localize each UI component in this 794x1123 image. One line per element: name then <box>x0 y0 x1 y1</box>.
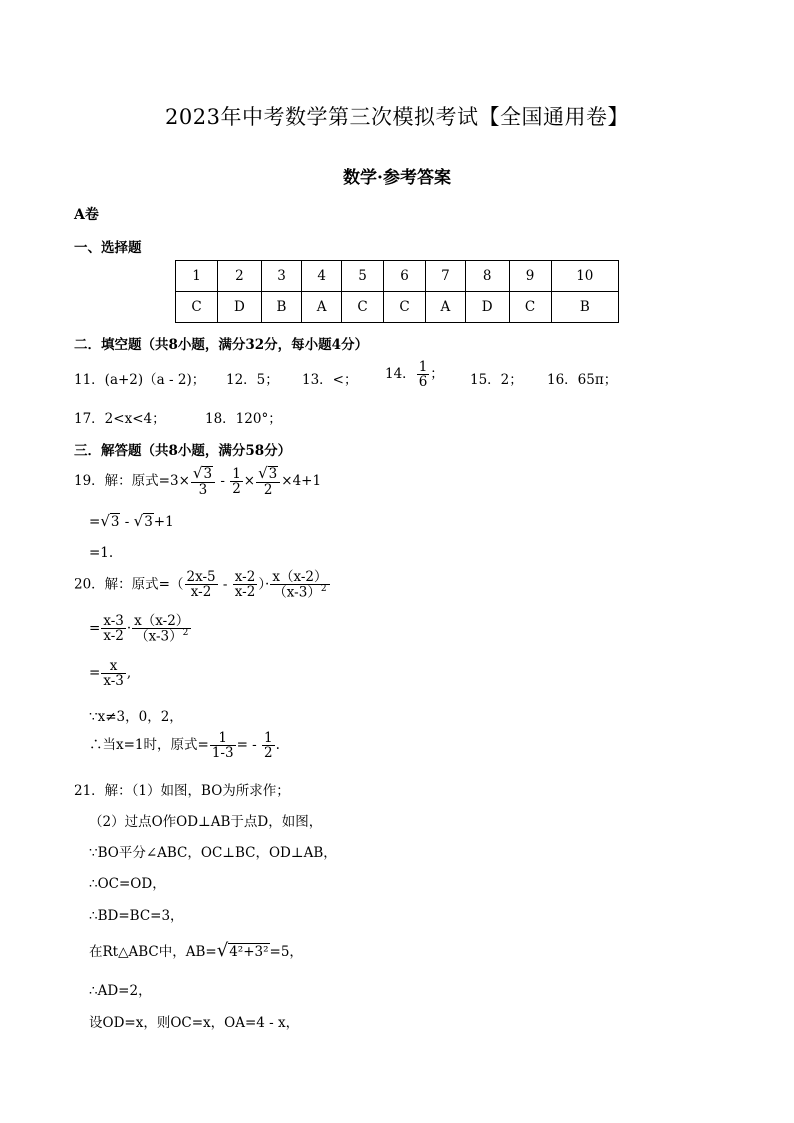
q19-line1 <box>74 466 321 497</box>
fraction-denominator: 2 <box>264 745 273 762</box>
answer-cell: D <box>465 292 509 323</box>
equals-sign: = <box>89 665 101 682</box>
answer-18: 18．120°； <box>205 411 282 427</box>
equals-negative: = - <box>236 737 262 754</box>
q21-line6-pre: 在Rt△ABC中，AB= <box>89 944 217 960</box>
denominator-base: （x-3） <box>135 628 183 645</box>
answer-cell: A <box>302 292 342 323</box>
fraction <box>256 466 280 497</box>
sqrt-icon: √ <box>258 464 268 482</box>
radicand: 4²+3² <box>229 944 269 960</box>
question-number: 10 <box>551 261 618 292</box>
answer-17: 17．2<x<4； <box>74 411 166 427</box>
question-number: 1 <box>176 261 218 292</box>
minus-sign: - <box>218 576 232 593</box>
dot-sign: · <box>126 620 132 637</box>
fraction-numerator: 1 <box>210 731 236 746</box>
q20-line2 <box>89 614 192 644</box>
answer-cell: A <box>426 292 466 323</box>
question-number: 5 <box>342 261 384 292</box>
equals-sign: = <box>89 620 101 637</box>
period: . <box>275 737 280 754</box>
comma: , <box>126 665 132 682</box>
fraction-numerator: 2x-5 <box>186 569 216 586</box>
question-number: 6 <box>384 261 426 292</box>
fraction-denominator: x-2 <box>190 584 212 601</box>
fraction-numerator: 1 <box>232 465 241 482</box>
q20-line1 <box>74 570 331 600</box>
fraction-denominator: x-2 <box>234 584 256 601</box>
q21-line1: 21．解：（1）如图，BO为所求作； <box>74 783 290 799</box>
page-title: 2023年中考数学第三次模拟考试【全国通用卷】 <box>165 105 629 129</box>
denominator-base: （x-3） <box>273 584 321 601</box>
answer-cell: C <box>342 292 384 323</box>
answer-cell: B <box>261 292 301 323</box>
fraction <box>185 570 218 599</box>
question-number: 2 <box>218 261 262 292</box>
page-subtitle: 数学·参考答案 <box>343 168 451 188</box>
answer-cell: C <box>384 292 426 323</box>
fraction-denominator: 2 <box>263 481 273 498</box>
q21-line6-post: =5， <box>269 944 303 960</box>
minus-sign: - <box>120 514 134 530</box>
fraction-numerator: 1 <box>418 359 428 375</box>
answer-16: 16．65π； <box>547 372 618 388</box>
question-number: 7 <box>426 261 466 292</box>
fraction-numerator: x（x-2） <box>272 569 328 585</box>
fraction-denominator: 6 <box>418 374 428 391</box>
fraction-numerator: 1 <box>264 730 273 746</box>
q21-line8: 设OD=x，则OC=x，OA=4 - x， <box>89 1015 300 1031</box>
fraction-denominator: 2 <box>232 480 241 497</box>
sqrt-icon: √ <box>192 464 203 482</box>
section1-title: 一、选择题 <box>74 240 142 256</box>
answer-cell: B <box>551 292 618 323</box>
fraction-denominator: x-3 <box>103 673 124 690</box>
question-number: 3 <box>261 261 301 292</box>
fraction-numerator: x <box>101 659 126 674</box>
fraction <box>233 570 258 599</box>
fraction-denominator <box>270 585 329 600</box>
fraction-denominator: 1-3 <box>211 745 234 762</box>
answer-table-answer-row <box>176 292 619 323</box>
fraction-numerator <box>191 466 215 483</box>
section3-title: 三．解答题（共8小题，满分58分） <box>74 443 292 459</box>
minus-sign: - <box>216 472 230 489</box>
fraction-denominator: x-2 <box>103 628 124 645</box>
answer-table <box>175 260 619 323</box>
answer-13: 13．<； <box>302 372 358 388</box>
fraction <box>262 731 275 760</box>
radicand: 3 <box>203 466 213 482</box>
fraction <box>270 570 329 600</box>
fraction-numerator <box>256 466 280 483</box>
answer-cell: D <box>218 292 262 323</box>
q21-line5: ∴BD=BC=3， <box>89 908 184 924</box>
answer-cell: C <box>509 292 551 323</box>
answer-14 <box>385 360 444 389</box>
radicand: 3 <box>268 466 278 482</box>
q21-line7: ∴AD=2， <box>89 983 152 999</box>
radicand: 3 <box>144 514 153 530</box>
q19-line3: =1. <box>89 545 114 561</box>
sqrt-icon: √ <box>216 940 229 961</box>
fraction-denominator: 3 <box>198 481 208 498</box>
fraction <box>132 614 191 644</box>
times-sign: × <box>243 472 256 489</box>
q19-line2-tail: +1 <box>153 514 174 530</box>
question-number: 9 <box>509 261 551 292</box>
fraction <box>417 360 430 389</box>
answer-cell: C <box>176 292 218 323</box>
q20-line3 <box>89 659 131 688</box>
answer-12: 12．5； <box>226 372 279 388</box>
question-number: 4 <box>302 261 342 292</box>
close-dot: ）· <box>258 576 270 593</box>
answer-14-prefix: 14． <box>385 366 416 383</box>
exponent: 2 <box>182 628 189 639</box>
section2-title: 二．填空题（共8小题，满分32分，每小题4分） <box>74 337 369 353</box>
fraction <box>101 614 126 643</box>
q21-line2: （2）过点O作OD⊥AB于点D，如图， <box>89 814 323 830</box>
q19-lead: 19．解：原式=3× <box>74 472 190 489</box>
answer-11: 11．(a+2)（a - 2)； <box>74 372 206 388</box>
fraction-numerator: x-3 <box>103 613 124 630</box>
answer-14-suffix: ； <box>430 366 444 383</box>
volume-label: A卷 <box>74 207 99 223</box>
sqrt-icon: √ <box>100 512 110 530</box>
sqrt-icon: √ <box>133 512 144 530</box>
fraction <box>210 731 236 760</box>
q20-when: ∴当x=1时，原式= <box>89 737 209 754</box>
answer-15: 15．2； <box>470 372 523 388</box>
fraction <box>191 466 215 497</box>
question-number: 8 <box>465 261 509 292</box>
fraction-numerator: x-2 <box>234 569 256 586</box>
fraction <box>101 659 126 688</box>
q19-line2 <box>89 512 174 530</box>
q20-lead: 20．解：原式=（ <box>74 576 184 593</box>
radicand: 3 <box>110 514 120 530</box>
equals-sign: = <box>89 514 101 530</box>
q21-line3: ∵BO平分∠ABC，OC⊥BC，OD⊥AB， <box>89 845 337 861</box>
q19-tail: ×4+1 <box>281 472 322 489</box>
answer-table-number-row <box>176 261 619 292</box>
q20-line5 <box>89 731 280 760</box>
fraction-denominator <box>132 629 191 644</box>
exponent: 2 <box>320 584 327 595</box>
fraction <box>230 467 243 496</box>
q21-line6 <box>89 940 303 961</box>
q21-line4: ∴OC=OD， <box>89 876 166 892</box>
fraction-numerator: x（x-2） <box>134 613 190 629</box>
q20-condition: ∵x≠3，0，2， <box>89 709 183 725</box>
